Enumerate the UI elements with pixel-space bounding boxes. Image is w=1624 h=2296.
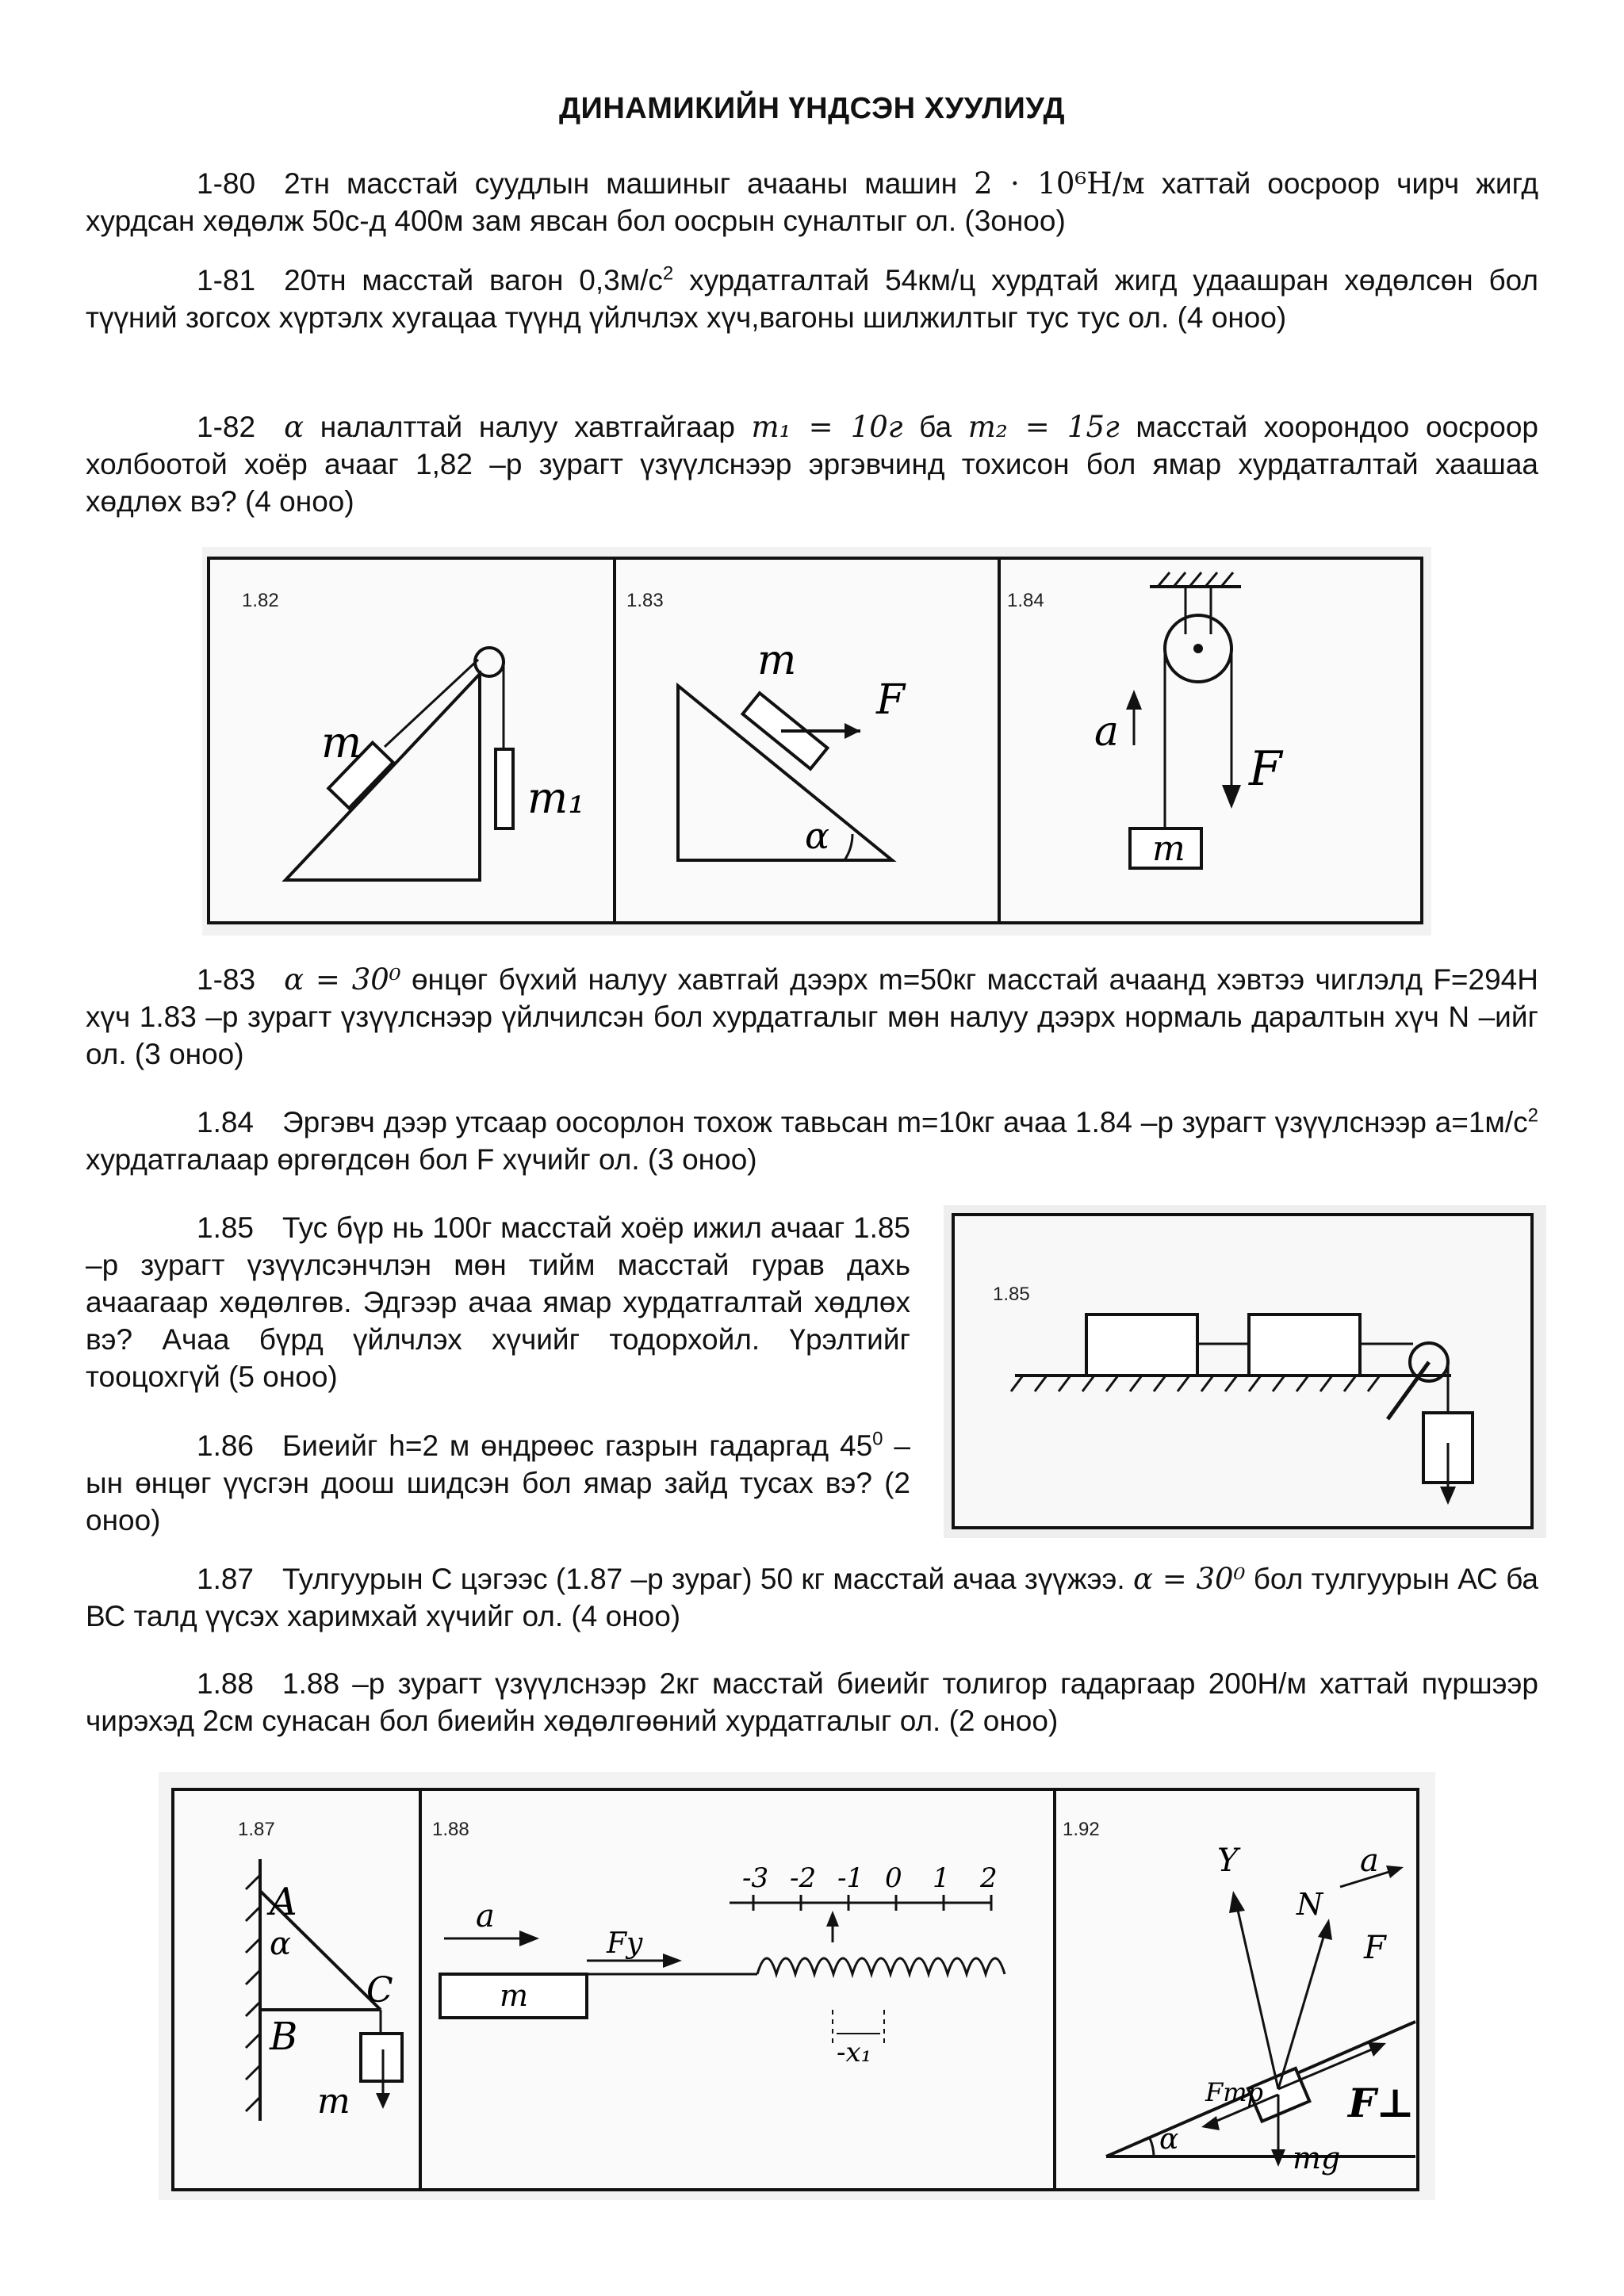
- fig-1-92-Ftr: Fтр: [1205, 2077, 1264, 2107]
- fig-1-83-F: F: [876, 676, 906, 724]
- problem-1-84: 1.84 Эргэвч дээр утсаар оосорлон тохож тавьсан m=10кг ачаа 1.84 –р зурагт үзүүлснээр $а=1м/с^2$ хурдатгалаар өргөгдсөн бол F хүчийг ол. (3 оноо): [86, 1104, 1538, 1176]
- figures-1-87-1-88-1-92-svg: [159, 1772, 1435, 2200]
- fig-1-87-B: B: [270, 2015, 298, 2059]
- figure-strip-1-82-1-84: [202, 547, 1431, 936]
- fig-1-88-label: 1.88: [432, 1819, 469, 1840]
- fig-1-87-m: m: [317, 2081, 350, 2122]
- fig-1-87-C: C: [366, 1970, 393, 2011]
- fig-1-92-label: 1.92: [1063, 1819, 1100, 1840]
- figures-1-82-1-83-1-84-svg: [202, 547, 1431, 936]
- fig-1-87-alpha: α: [270, 1926, 292, 1962]
- fig-1-92-a: a: [1360, 1843, 1379, 1879]
- fig-1-83-label: 1.83: [626, 590, 664, 611]
- fig-1-82-block-m1: [496, 749, 513, 828]
- fig-1-92-Fperp: F⊥: [1348, 2080, 1415, 2126]
- figure-1-85: [944, 1205, 1546, 1538]
- fig-1-83-m: m: [757, 637, 797, 684]
- fig-1-85-label: 1.85: [993, 1284, 1030, 1305]
- fig-1-88-scale-label: 1: [933, 1862, 950, 1894]
- problem-1-81: 1-81 20тн масстай вагон $0,3м/с^2$ хурдатгалтай 54км/ц хурдтай жигд удаашран хөдөлсөн бол түүний зогсох хүртэлх хугацаа түүнд үйлчлэх хүч,вагоны шилжилтыг тус тус ол. (4 оноо): [86, 262, 1538, 334]
- fig-1-88-m: m: [500, 1978, 529, 2013]
- fig-1-82-m1: m₁: [527, 773, 585, 823]
- fig-1-85-block-1: [1086, 1314, 1197, 1376]
- fig-1-84-label: 1.84: [1007, 590, 1044, 611]
- fig-1-84-F: F: [1249, 741, 1282, 797]
- fig-1-83-alpha: α: [805, 814, 830, 857]
- figure-strip-1-87-1-92: [159, 1772, 1435, 2200]
- fig-1-85-block-2: [1249, 1314, 1360, 1376]
- fig-1-92-mg: mg: [1293, 2141, 1341, 2175]
- fig-1-84-a: a: [1094, 708, 1120, 756]
- problem-1-85: 1.85 Тус бүр нь 100г масстай хоёр ижил ачааг 1.85 –р зурагт үзүүлсэнчлэн мөн тийм масстай гурав дахь ачаагаар хөдөлгөв. Эдгээр ачаа ямар хурдатгалтай хөдлөх вэ? Ачаа бүрд үйлчлэх хүчийг тодорхойл. Үрэлтийг тооцохгүй (5 оноо): [86, 1211, 910, 1393]
- fig-1-88-Fy: Fу: [607, 1927, 643, 1960]
- fig-1-82-label: 1.82: [242, 590, 279, 611]
- fig-1-88-scale-label: -3: [742, 1862, 769, 1894]
- fig-1-88-scale-label: 0: [885, 1862, 902, 1894]
- problem-1-80: 1-80 2тн масстай суудлын машиныг ачааны машин 2 · 10⁶Н/м хаттай оосроор чирч жигд хурдсан хөдөлж 50с-д 400м зам явсан бол оосрын суналтыг ол. (3оноо): [86, 166, 1538, 237]
- fig-1-88-scale-label: -2: [790, 1862, 817, 1894]
- fig-1-92-Y: Y: [1217, 1843, 1239, 1879]
- problem-1-82: 1-82 α налалттай налуу хавтгайгаар m₁ = 10г ба m₂ = 15г масстай хоорондоо оосроор холбоотой хоёр ачааг 1,82 –р зурагт үзүүлснээр эргэвчинд тохисон бол ямар хурдатгалтай хаашаа хөдлөх вэ? (4 оноо): [86, 410, 1538, 518]
- fig-1-87-block: [361, 2034, 402, 2081]
- fig-1-92-N: N: [1297, 1887, 1323, 1922]
- fig-1-88-scale-label: -1: [837, 1862, 864, 1894]
- fig-1-84-m: m: [1152, 828, 1185, 869]
- problem-1-87: 1.87 Тулгуурын С цэгээс (1.87 –р зураг) 50 кг масстай ачаа зүүжээ. α = 30⁰ бол тулгуурын АС ба ВС талд үүсэх харимхай хүчийг ол. (4 оноо): [86, 1562, 1538, 1632]
- fig-1-87-label: 1.87: [238, 1819, 275, 1840]
- fig-1-88-scale-label: 2: [980, 1862, 998, 1894]
- problem-1-88: 1.88 1.88 –р зурагт үзүүлснээр 2кг масстай биеийг толигор гадаргаар 200Н/м хаттай пүршээр чирэхэд 2см сунасан бол биеийн хөдөлгөөний хурдатгалыг ол. (2 оноо): [86, 1667, 1538, 1737]
- fig-1-87-A: A: [270, 1880, 297, 1924]
- fig-1-82-m: m: [321, 718, 362, 767]
- fig-1-92-alpha: α: [1159, 2123, 1179, 2156]
- problem-1-83: 1-83 α = 30⁰ өнцөг бүхий налуу хавтгай дээрх m=50кг масстай ачаанд хэвтээ чиглэлд F=294Н хүч 1.83 –р зурагт үзүүлснээр үйлчилсэн бол хурдатгалыг мөн налуу дээрх нормаль даралтын хүч N –ийг ол. (3 оноо): [86, 962, 1538, 1070]
- page-title: ДИНАМИКИЙН ҮНДСЭН ХУУЛИУД: [558, 92, 1066, 125]
- problem-1-86: 1.86 Биеийг h=2 м өндрөөс газрын гадаргад $45^0$ –ын өнцөг үүсгэн доош шидсэн бол ямар зайд тусах вэ? (2 оноо): [86, 1428, 910, 1536]
- figure-1-85-svg: [944, 1205, 1546, 1538]
- fig-1-88-a: a: [476, 1898, 495, 1934]
- fig-1-92-F: F: [1364, 1930, 1386, 1966]
- fig-1-88-x1: -x₁: [837, 2037, 872, 2068]
